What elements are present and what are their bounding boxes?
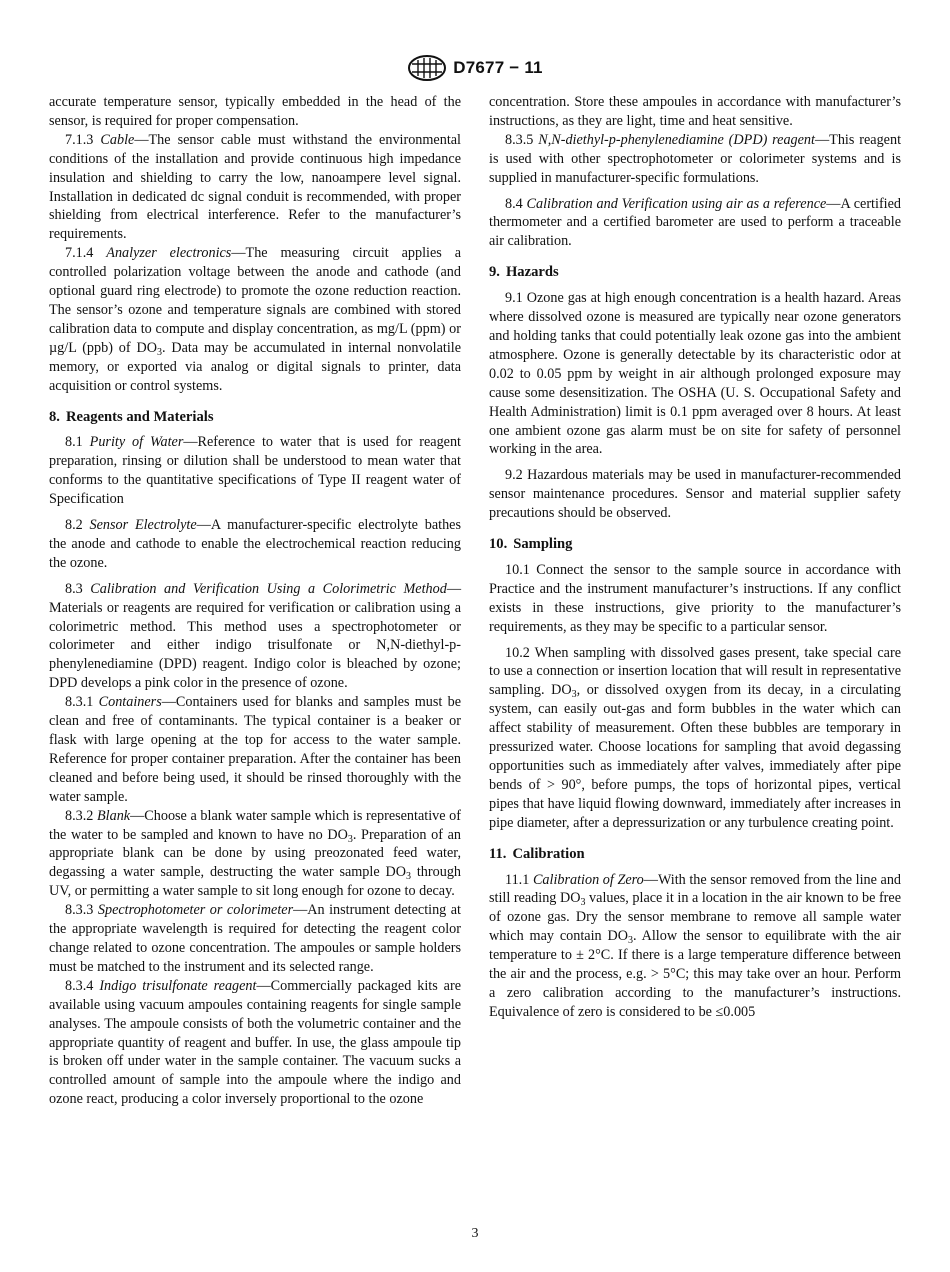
paragraph-8-3-2: 8.3.2 Blank—Choose a blank water sample which is representative of the water to be sampled and known to have no $DO_3$. Preparation of an appropriate blank can be done by using preozonated feed water, degassing a water sample, destructing the water sample $DO_3$ through UV, or permitting a water sample to sit long enough for ozone to decay. [49,807,462,900]
paragraph-8-3: 8.3 Calibration and Verification Using a Colorimetric Method—Materials or reagents are required for verification or calibration using a colorimetric method. This method uses a spectrophotometer or colorimeter and either indigo trisulfonate or N,N-diethyl-p-phenylenediamine (DPD) reagent. Indigo color is bleached by ozone; DPD develops a pink color in the presence of ozone. [49,580,462,692]
paragraph-9-1: 9.1 Ozone gas at high enough concentration is a health hazard. Areas where dissolved ozone is measured are typically near ozone generators and holding tanks that could potentially leak ozone gas into the ambient atmosphere. Ozone is generally detectable by its characteristic odor at 0.02 to 0.05 ppm by weight in air although prolonged exposure may cause some desensitization. The OSHA (U. S. Occupational Safety and Health Administration) limit is 0.1 ppm averaged over 8 hours. At least one ambient ozone gas alarm must be on site for safety of personnel working in the area. [489,290,901,458]
right-column [489,93,901,1022]
standard-designation: D7677 − 11 [453,58,543,77]
paragraph-7-1-4: 7.1.4 Analyzer electronics—The measuring circuit applies a controlled polarization voltage between the anode and cathode (and optional guard ring electrode) to promote the ozone reduction reaction. The sensor’s ozone and temperature signals are combined with stored calibration data to compute and display concentration, as mg/L (ppm) or µg/L (ppb) of $DO_3$. Data may be accumulated in internal nonvolatile memory, or exported via analog or digital signals to printer, data acquisition or control systems. [49,245,462,394]
paragraph-8-3-3: 8.3.3 Spectrophotometer or colorimeter—An instrument detecting at the appropriate wavelength is required for detecting the reagent color change related to ozone concentration. The ampoules or sample holders must be matched to the instrument and its selected range. [49,902,462,975]
paragraph-8-3-4-continued: concentration. Store these ampoules in accordance with manufacturer’s instructions, as they are light, time and heat sensitive. [489,94,901,129]
page-number: 3 [471,1226,479,1241]
paragraph-8-3-1: 8.3.1 Containers—Containers used for blanks and samples must be clean and free of contaminants. The typical container is a beaker or flask with large opening at the top for access to the water sample. Reference for proper container preparation. After the container has been cleaned and before being used, it should be rinsed thoroughly with the water sample. [49,694,462,805]
paragraph-9-2: 9.2 Hazardous materials may be used in manufacturer-recommended sensor maintenance procedures. Sensor and material supplier safety precautions should be observed. [489,467,902,522]
paragraph-8-2: 8.2 Sensor Electrolyte—A manufacturer-specific electrolyte bathes the anode and cathode to enable the electrochemical reaction reducing the ozone. [49,517,461,571]
paragraph-11-1: 11.1 Calibration of Zero—With the sensor removed from the line and still reading $DO_3$ values, place it in a location in the air known to be free of ozone gas. Dry the sensor membrane to remove all sample water which may contain $DO_3$. Allow the sensor to equilibrate with the air temperature to ± 2°C. If there is a large temperature difference between the air and the process, e.g. > 5°C; this may take over an hour. Perform a zero calibration according to the manufacturer’s instructions. Equivalence of zero is considered to be ≤0.005 [489,871,902,1020]
paragraph-10-2: 10.2 When sampling with dissolved gases present, take special care to use a connection or insertion location that will result in representative sampling. $DO_3$, or dissolved oxygen from its decay, in a circulating system, can easily out-gas and form bubbles in the water which can affect stability of measurement. Often these bubbles are temporary in pressurized water. Choose locations for sampling that avoid degassing opportunities such as immediately after valves, immediately after pipe bends of > 90°, before pumps, the tops of horizontal pipes, vertical pipes that have liquid flowing downward, immediately after increases in pipe diameter, after a depressurization or any turbulence creating point. [489,644,901,831]
paragraph-10-1: 10.1 Connect the sensor to the sample source in accordance with Practice and the instrument manufacturer’s instructions. If any conflict exists in these instructions, give priority to the manufacturer’s requirements, as they may be specific to a particular sensor. [489,561,901,635]
paragraph-8-4: 8.4 Calibration and Verification using air as a reference—A certified thermometer and a certified barometer are used to perform a traceable air calibration. [489,195,901,250]
section-heading-10: 10. Sampling [489,536,573,553]
paragraph-8-1: 8.1 Purity of Water—Reference to water that is used for reagent preparation, rinsing or dilution shall be understood to mean water that conforms to the quantitative specifications of Type II reagent water of Specification [49,434,461,508]
paragraph-7-1-3: 7.1.3 Cable—The sensor cable must withstand the environmental conditions of the installation and provide continuous high impedance insulation and shielding to carry the low, nanoampere level signal. Installation in dedicated dc signal conduit is recommended, with proper shielding from electrical interference. Refer to the manufacturer’s requirements. [49,131,462,243]
left-column [49,93,461,1109]
paragraph-8-3-4: 8.3.4 Indigo trisulfonate reagent—Commercially packaged kits are available using vacuum ampoules containing reagents for single sample analyses. The ampoule consists of both the volumetric container and the appropriate quantity of reagent and buffer. In use, the glass ampoule tip is broken off under water in the sample container. The vacuum sucks a controlled amount of sample into the ampoule where the indigo and ozone react, producing a color inversely proportional to the ozone [49,977,462,1108]
section-heading-9: 9. Hazards [489,264,559,281]
section-heading-11: 11. Calibration [489,845,585,862]
paragraph-8-3-5: 8.3.5 N,N-diethyl-p-phenylenediamine (DPD) reagent—This reagent is used with other spectrophotometer or colorimeter systems and is supplied in manufacturer-specific formulations. [489,131,902,186]
paragraph-7-1-2-continued: accurate temperature sensor, typically embedded in the head of the sensor, is required for proper compensation. [49,94,461,129]
astm-logo-icon [407,54,447,82]
page-header [0,54,950,82]
section-heading-8: 8. Reagents and Materials [49,408,214,425]
